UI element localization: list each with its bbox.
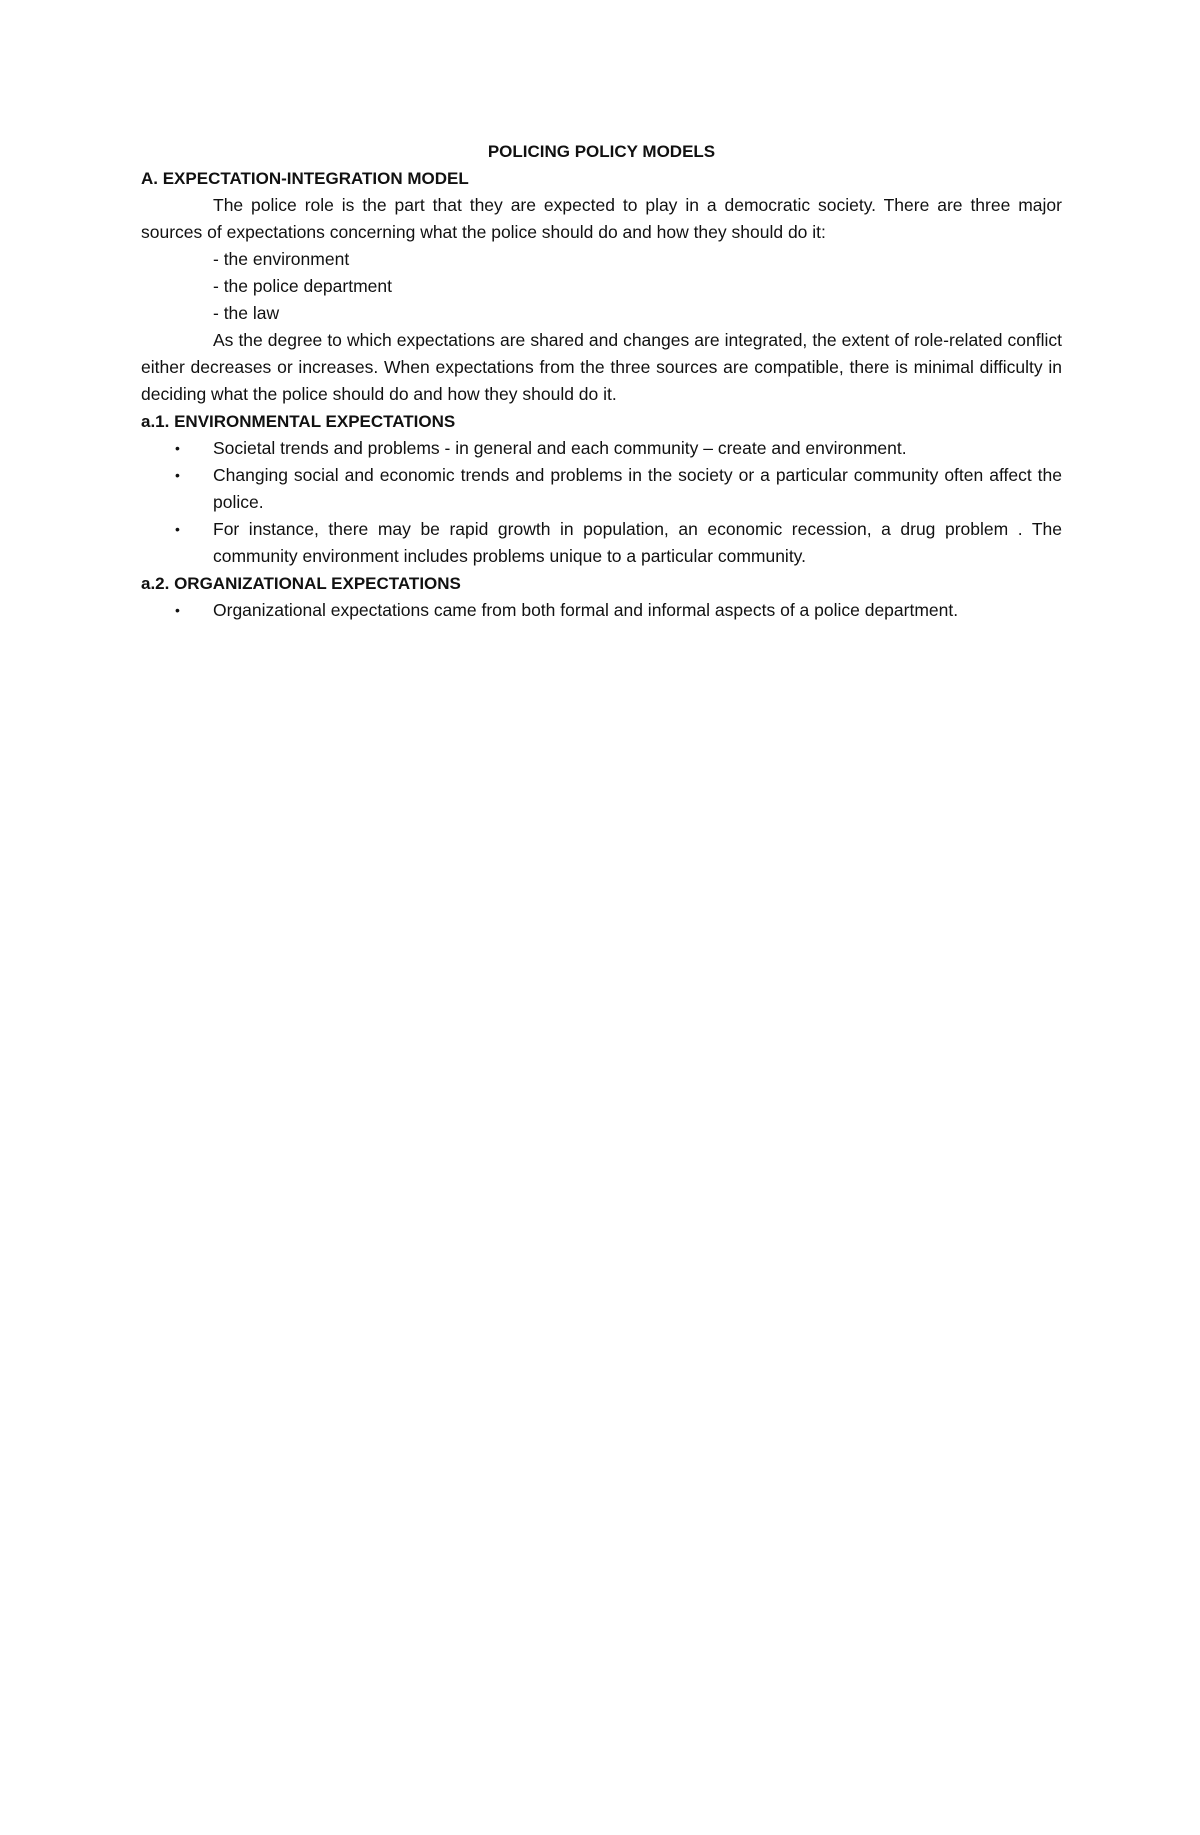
source-item-law: - the law (213, 303, 280, 323)
environmental-bullet-list (141, 435, 1062, 570)
bullet-icon: • (175, 467, 180, 483)
list-item (141, 516, 1062, 570)
section-a1-heading: a.1. ENVIRONMENTAL EXPECTATIONS (141, 412, 456, 431)
document-content (141, 138, 1062, 624)
list-item-text: For instance, there may be rapid growth in population, an economic recession, a drug problem . The community environment includes problems unique to a particular community. (213, 519, 1062, 566)
list-item-text: Societal trends and problems - in general and each community – create and environment. (213, 438, 907, 458)
list-item (141, 597, 1062, 624)
bullet-icon: • (175, 521, 180, 537)
section-a-heading: A. EXPECTATION-INTEGRATION MODEL (141, 169, 469, 188)
list-item (141, 435, 1062, 462)
document-title: POLICING POLICY MODELS (487, 142, 716, 161)
source-item-environment: - the environment (213, 249, 350, 269)
section-a-intro: The police role is the part that they are expected to play in a democratic society. There are three major sources of expectations concerning what the police should do and how they should do it: (141, 195, 1062, 242)
bullet-icon: • (175, 602, 180, 618)
list-item-text: Changing social and economic trends and problems in the society or a particular community often affect the police. (213, 465, 1062, 512)
list-item-text: Organizational expectations came from both formal and informal aspects of a police department. (213, 600, 959, 620)
bullet-icon: • (175, 440, 180, 456)
section-a2-heading: a.2. ORGANIZATIONAL EXPECTATIONS (141, 574, 461, 593)
source-item-police-department: - the police department (213, 276, 392, 296)
list-item (141, 462, 1062, 516)
organizational-bullet-list (141, 597, 1062, 624)
section-a-paragraph: As the degree to which expectations are shared and changes are integrated, the extent of role-related conflict either decreases or increases. When expectations from the three sources are compatible, there is minimal difficulty in deciding what the police should do and how they should do it. (141, 330, 1062, 404)
